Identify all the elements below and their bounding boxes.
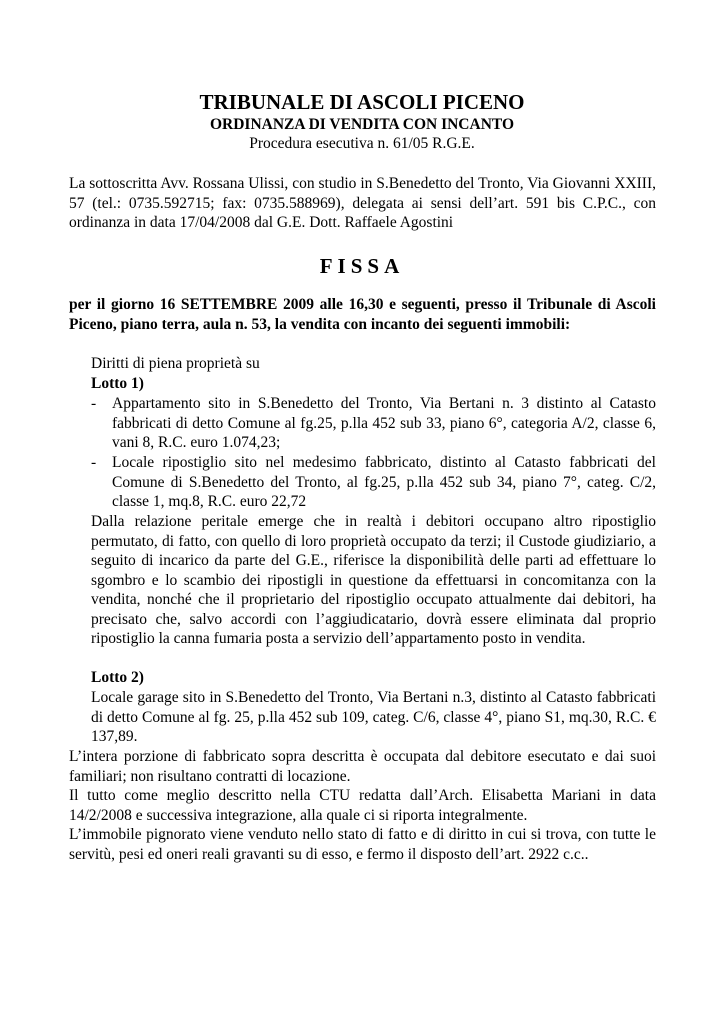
intro-paragraph: La sottoscritta Avv. Rossana Ulissi, con studio in S.Benedetto del Tronto, Via Giovanni XXIII, 57 (tel.: 0735.592715; fax: 0735.588969), delegata ai sensi dell’art. 591 bis C.P.C., con ordinanza in data 17/04/2008 dal G.E. Dott. Raffaele Agostini [69, 175, 656, 231]
court-title: TRIBUNALE DI ASCOLI PICENO [199, 90, 525, 114]
lot1-note: Dalla relazione peritale emerge che in realtà i debitori occupano altro ripostiglio permutato, di fatto, con quello di loro proprietà occupato da terzi; il Custode giudiziario, a seguito di incarico da parte del G.E., riferisce la disponibilità delle parti ad effettuare lo sgombro e lo scambio dei ripostigli in questione da effettuarsi in concomitanza con la vendita, nonché che il proprietario del ripostiglio occupato attualmente dai debitori, ha precisato che, salvo accordi con l’aggiudicatario, dovrà essere eliminata dal proprio ripostiglio la canna fumaria posta a servizio dell’appartamento posto in vendita. [91, 513, 656, 647]
lot1-item-1-text: Appartamento sito in S.Benedetto del Tronto, Via Bertani n. 3 distinto al Catasto fabbricati di detto Comune al fg.25, p.lla 452 sub 33, piano 6°, categoria A/2, classe 6, vani 8, R.C. euro 1.074,23; [112, 395, 656, 451]
closing-paragraph-3: L’immobile pignorato viene venduto nello stato di fatto e di diritto in cui si trova, con tutte le servitù, pesi ed oneri reali gravanti su di esso, e fermo il disposto dell’art. 2922 c.c.. [69, 826, 656, 863]
fissa-heading: FISSA [319, 254, 405, 278]
lot1-item-2 [91, 453, 656, 512]
sale-date-paragraph: per il giorno 16 SETTEMBRE 2009 alle 16,30 e seguenti, presso il Tribunale di Ascoli Piceno, piano terra, aula n. 53, la vendita con incanto dei seguenti immobili: [69, 296, 656, 333]
rights-line: Diritti di piena proprietà su [91, 355, 260, 372]
bullet-dash: - [91, 454, 97, 471]
bullet-dash: - [91, 395, 97, 412]
lot1-title: Lotto 1) [91, 375, 144, 392]
lot1-item-2-text: Locale ripostiglio sito nel medesimo fabbricato, distinto al Catasto fabbricati del Comune di S.Benedetto del Tronto, al fg.25, p.lla 452 sub 34, piano 7°, categ. C/2, classe 1, mq.8, R.C. euro 22,72 [112, 454, 656, 510]
order-title: ORDINANZA DI VENDITA CON INCANTO [209, 116, 515, 133]
closing-paragraph-1: L’intera porzione di fabbricato sopra descritta è occupata dal debitore esecutato e dai suoi familiari; non risultano contratti di locazione. [69, 748, 656, 785]
procedure-number: Procedura esecutiva n. 61/05 R.G.E. [249, 135, 475, 152]
closing-paragraph-2: Il tutto come meglio descritto nella CTU redatta dall’Arch. Elisabetta Mariani in data 14/2/2008 e successiva integrazione, alla quale ci si riporta integralmente. [69, 787, 656, 824]
lot2-text: Locale garage sito in S.Benedetto del Tronto, Via Bertani n.3, distinto al Catasto fabbricati di detto Comune al fg. 25, p.lla 452 sub 109, categ. C/6, classe 4°, piano S1, mq.30, R.C. € 137,89. [91, 689, 656, 745]
lot2-title: Lotto 2) [91, 669, 144, 686]
lot1-item-1 [91, 394, 656, 453]
